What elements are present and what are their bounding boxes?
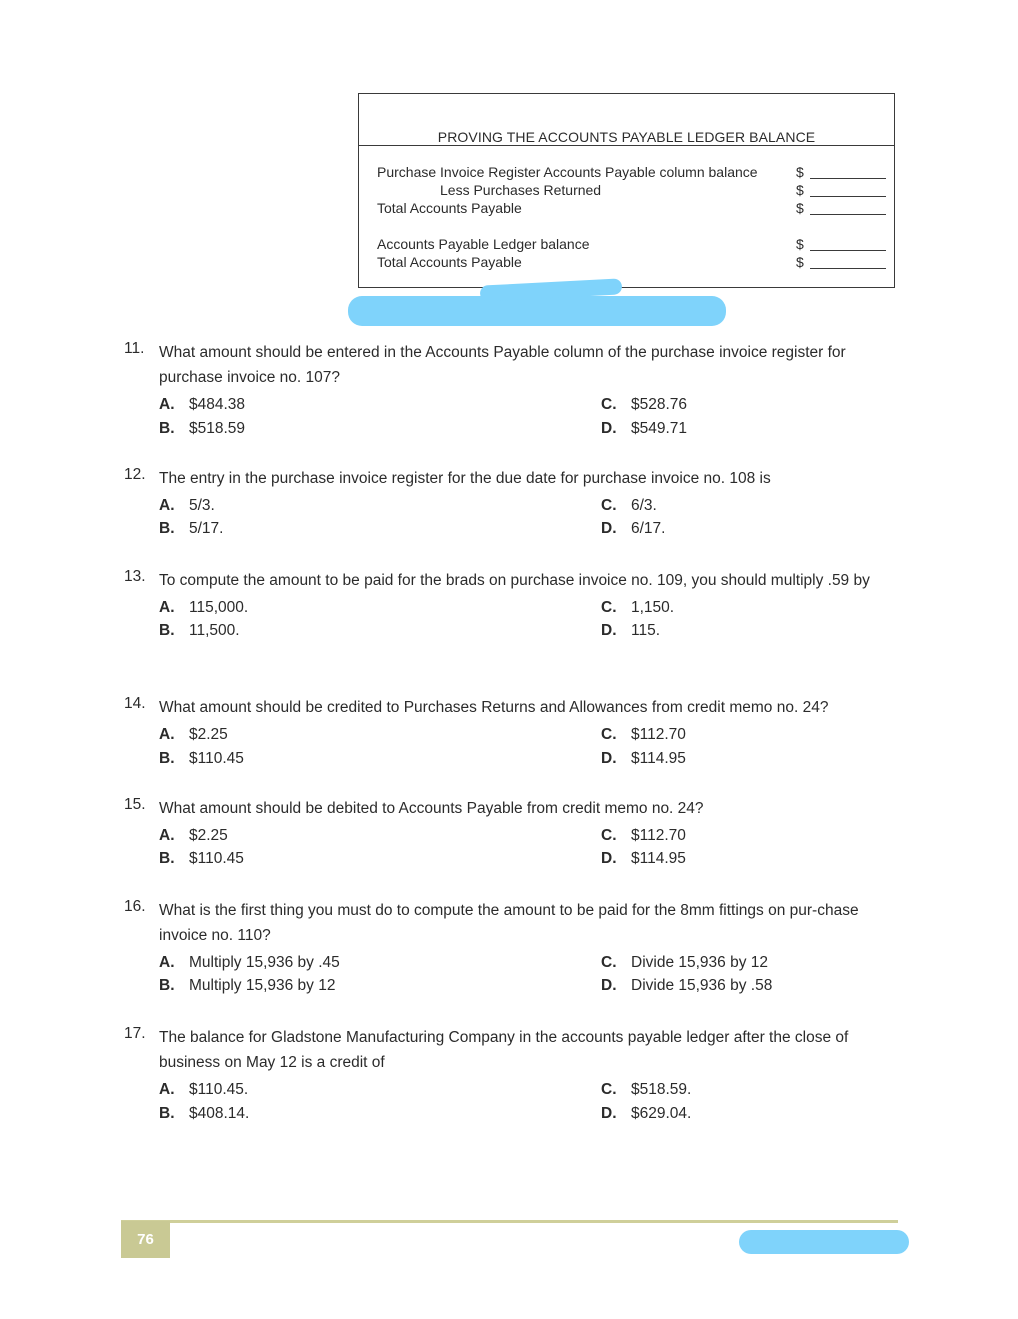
- currency-sign: $: [796, 254, 804, 270]
- option-letter: A.: [159, 827, 175, 844]
- footer-rule: [121, 1220, 898, 1223]
- option-text: 6/3.: [631, 497, 657, 514]
- answer-options: [124, 396, 894, 446]
- option-text: $114.95: [631, 750, 686, 767]
- option-text: $110.45.: [189, 1081, 249, 1098]
- option-text: Multiply 15,936 by 12: [189, 977, 336, 994]
- option-letter: C.: [601, 827, 617, 844]
- option-text: $112.70: [631, 726, 686, 743]
- question-text: What amount should be entered in the Accounts Payable column of the purchase invoice register for purchase invoice no. 107?: [159, 344, 846, 386]
- option-letter: D.: [601, 622, 617, 639]
- answer-option[interactable]: [601, 497, 657, 520]
- answer-option[interactable]: [159, 396, 245, 419]
- answer-option[interactable]: [159, 954, 340, 977]
- answer-option[interactable]: [601, 1105, 691, 1128]
- answer-blank[interactable]: [810, 196, 886, 197]
- option-letter: D.: [601, 420, 617, 437]
- answer-option[interactable]: [601, 954, 768, 977]
- proof-row: [359, 254, 894, 272]
- question: [124, 796, 894, 877]
- question: [124, 695, 894, 776]
- question-number: 17.: [124, 1025, 146, 1042]
- option-letter: A.: [159, 599, 175, 616]
- option-letter: B.: [159, 750, 175, 767]
- answer-option[interactable]: [159, 622, 240, 645]
- question-text: What is the first thing you must do to compute the amount to be paid for the 8mm fittings on pur-chase invoice no. 110?: [159, 902, 859, 944]
- option-text: 5/3.: [189, 497, 215, 514]
- proof-row-label: Total Accounts Payable: [377, 200, 522, 216]
- proof-ledger-box: [358, 93, 895, 288]
- option-text: 115,000.: [189, 599, 249, 616]
- redaction-mark: [739, 1230, 909, 1254]
- option-letter: B.: [159, 622, 175, 639]
- option-letter: B.: [159, 977, 175, 994]
- option-letter: D.: [601, 750, 617, 767]
- option-text: $484.38: [189, 396, 246, 413]
- proof-row: [359, 236, 894, 254]
- redaction-mark: [348, 296, 726, 326]
- option-text: $549.71: [631, 420, 688, 437]
- answer-option[interactable]: [601, 827, 686, 850]
- option-text: $629.04.: [631, 1105, 692, 1122]
- option-text: $112.70: [631, 827, 686, 844]
- option-text: $2.25: [189, 726, 228, 743]
- answer-option[interactable]: [601, 726, 686, 749]
- question-number: 15.: [124, 796, 146, 813]
- question-text: What amount should be credited to Purchases Returns and Allowances from credit memo no. 24?: [159, 699, 829, 716]
- answer-option[interactable]: [159, 599, 248, 622]
- option-letter: C.: [601, 497, 617, 514]
- option-letter: A.: [159, 396, 175, 413]
- answer-option[interactable]: [159, 827, 228, 850]
- option-letter: A.: [159, 497, 175, 514]
- question-number: 11.: [124, 340, 145, 357]
- answer-options: [124, 726, 894, 776]
- option-letter: C.: [601, 954, 617, 971]
- option-text: $518.59.: [631, 1081, 692, 1098]
- proof-box-title: PROVING THE ACCOUNTS PAYABLE LEDGER BALANCE: [437, 129, 816, 145]
- answer-option[interactable]: [601, 850, 686, 873]
- option-text: 11,500.: [189, 622, 240, 639]
- option-letter: A.: [159, 1081, 175, 1098]
- option-text: $528.76: [631, 396, 688, 413]
- question-number: 16.: [124, 898, 146, 915]
- answer-option[interactable]: [159, 977, 335, 1000]
- question-text: The entry in the purchase invoice register for the due date for purchase invoice no. 108 is: [159, 470, 771, 487]
- answer-option[interactable]: [159, 520, 223, 543]
- option-letter: C.: [601, 396, 617, 413]
- option-text: Divide 15,936 by .58: [631, 977, 773, 994]
- question: [124, 898, 894, 1004]
- page-number: 76: [121, 1221, 170, 1258]
- option-letter: C.: [601, 599, 617, 616]
- question-number: 12.: [124, 466, 146, 483]
- option-letter: C.: [601, 1081, 617, 1098]
- proof-row-label: Purchase Invoice Register Accounts Payable column balance: [377, 164, 758, 180]
- option-text: $110.45: [189, 850, 244, 867]
- answer-option[interactable]: [601, 396, 687, 419]
- option-text: 1,150.: [631, 599, 675, 616]
- option-text: 5/17.: [189, 520, 224, 537]
- option-text: $110.45: [189, 750, 244, 767]
- option-text: 6/17.: [631, 520, 666, 537]
- answer-option[interactable]: [601, 599, 674, 622]
- answer-option[interactable]: [601, 520, 665, 543]
- option-text: $408.14.: [189, 1105, 250, 1122]
- answer-option[interactable]: [159, 850, 244, 873]
- proof-row: [359, 164, 894, 182]
- question: [124, 1025, 894, 1131]
- currency-sign: $: [796, 164, 804, 180]
- option-letter: A.: [159, 954, 175, 971]
- option-letter: D.: [601, 977, 617, 994]
- answer-blank[interactable]: [810, 178, 886, 179]
- answer-options: [124, 497, 894, 547]
- option-letter: A.: [159, 726, 175, 743]
- answer-options: [124, 1081, 894, 1131]
- answer-blank[interactable]: [810, 214, 886, 215]
- question-text: The balance for Gladstone Manufacturing Company in the accounts payable ledger after the close of business on May 12 is a credit of: [159, 1029, 849, 1071]
- answer-options: [124, 827, 894, 877]
- question: [124, 340, 894, 446]
- answer-options: [124, 599, 894, 649]
- question-number: 13.: [124, 568, 146, 585]
- answer-option[interactable]: [159, 1105, 249, 1128]
- option-letter: D.: [601, 520, 617, 537]
- proof-row: [359, 182, 894, 200]
- proof-row: [359, 200, 894, 218]
- answer-option[interactable]: [159, 1081, 248, 1104]
- option-letter: D.: [601, 850, 617, 867]
- answer-blank[interactable]: [810, 250, 886, 251]
- answer-option[interactable]: [601, 1081, 691, 1104]
- answer-option[interactable]: [601, 622, 660, 645]
- option-text: 115.: [631, 622, 661, 639]
- answer-option[interactable]: [159, 420, 245, 443]
- option-text: $518.59: [189, 420, 246, 437]
- answer-option[interactable]: [601, 750, 686, 773]
- answer-option[interactable]: [159, 750, 244, 773]
- option-text: Divide 15,936 by 12: [631, 954, 769, 971]
- answer-option[interactable]: [159, 726, 228, 749]
- answer-option[interactable]: [159, 497, 215, 520]
- option-letter: B.: [159, 520, 175, 537]
- option-text: $2.25: [189, 827, 228, 844]
- option-letter: B.: [159, 850, 175, 867]
- option-text: $114.95: [631, 850, 686, 867]
- proof-row-label: Total Accounts Payable: [377, 254, 522, 270]
- option-text: Multiply 15,936 by .45: [189, 954, 340, 971]
- answer-option[interactable]: [601, 420, 687, 443]
- question: [124, 568, 894, 649]
- question-text: To compute the amount to be paid for the brads on purchase invoice no. 109, you should multiply .59 by: [159, 572, 870, 589]
- proof-row-label: Less Purchases Returned: [440, 182, 602, 198]
- currency-sign: $: [796, 200, 804, 216]
- answer-options: [124, 954, 894, 1004]
- proof-row-label: Accounts Payable Ledger balance: [377, 236, 590, 252]
- answer-option[interactable]: [601, 977, 772, 1000]
- option-letter: D.: [601, 1105, 617, 1122]
- currency-sign: $: [796, 182, 804, 198]
- question-text: What amount should be debited to Accounts Payable from credit memo no. 24?: [159, 800, 704, 817]
- option-letter: B.: [159, 420, 175, 437]
- question: [124, 466, 894, 547]
- option-letter: C.: [601, 726, 617, 743]
- currency-sign: $: [796, 236, 804, 252]
- proof-box-divider: [359, 145, 894, 146]
- answer-blank[interactable]: [810, 268, 886, 269]
- option-letter: B.: [159, 1105, 175, 1122]
- question-number: 14.: [124, 695, 146, 712]
